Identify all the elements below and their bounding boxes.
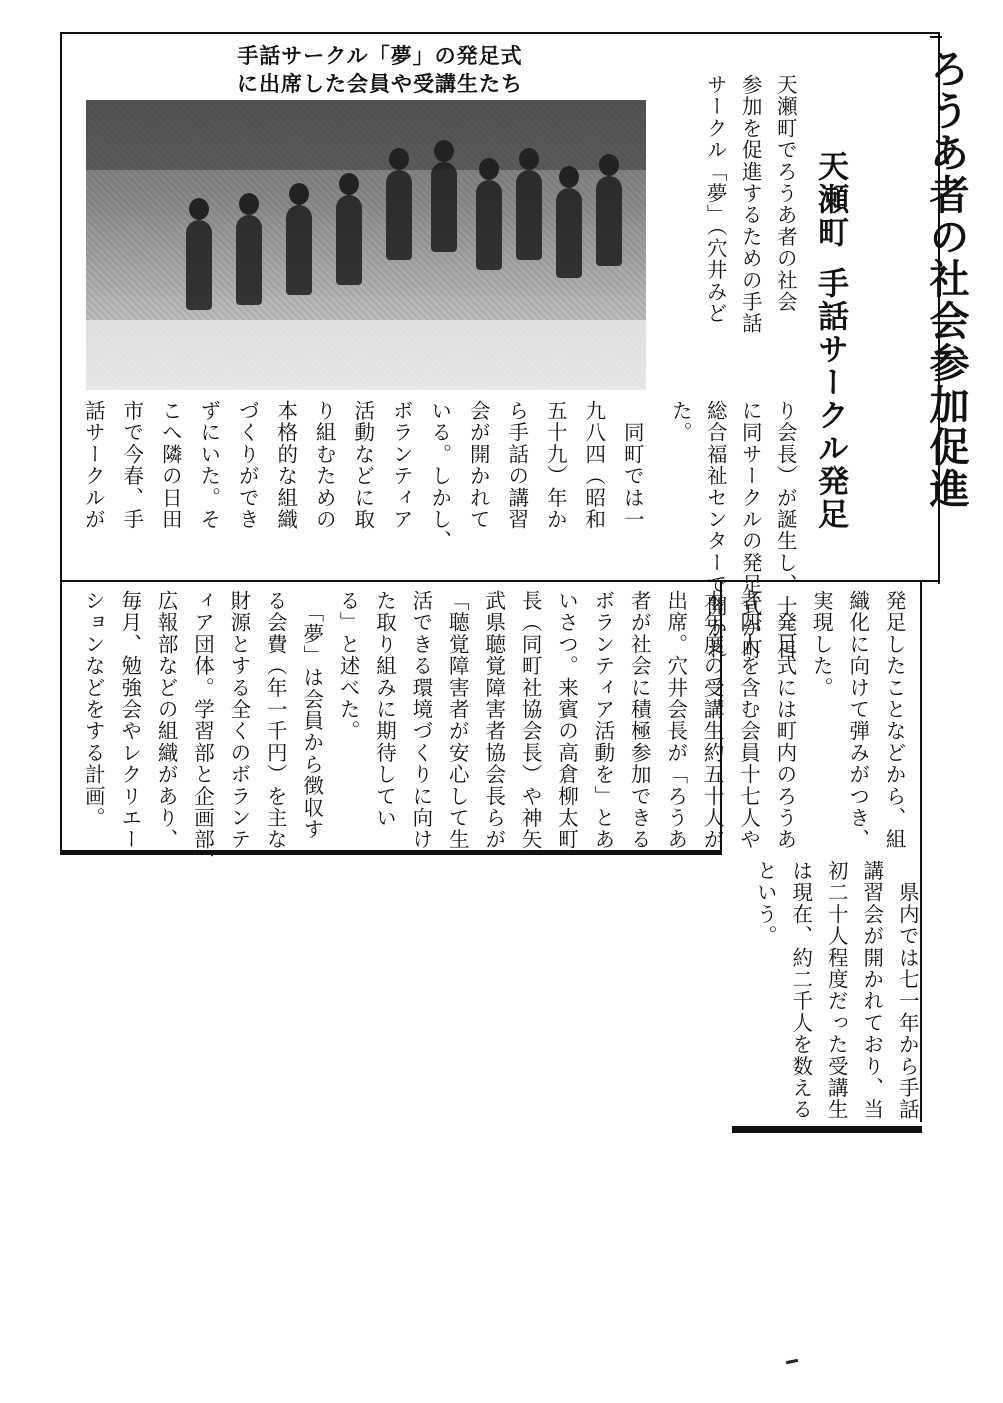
lower-col-15: 同町では一 — [620, 400, 645, 531]
upper-col-2: 参加を促進するための手話 — [738, 74, 763, 335]
lower-col-11: 会が開かれて — [466, 400, 491, 531]
lower-col-13: 五十九）年か — [543, 400, 568, 531]
lower-col-8: 活動などに取 — [350, 400, 375, 531]
subhead — [808, 150, 853, 531]
lower-col-24: た取り組みに期待してい — [372, 590, 397, 829]
bottom-rule — [60, 850, 722, 855]
right-col-5: 県内では七一年から手話 — [895, 860, 920, 1121]
lower-col-6: 本格的な組織 — [273, 400, 298, 531]
top-rule — [60, 32, 940, 34]
lower-col-10: いる。しかし、 — [427, 400, 452, 552]
lower-col-20: 財源とする全くのボランテ — [226, 590, 251, 851]
right-col-2: は現在、約二千人を数える — [788, 860, 813, 1121]
lower-col-22: 「夢」は会員から徴収す — [299, 590, 324, 841]
lower-col-18: 広報部などの組織があり、 — [154, 590, 179, 851]
upper-col-1: 天瀬町でろうあ者の社会 — [773, 74, 798, 313]
left-rule — [60, 32, 62, 854]
lower-col-2: 市で今春、手 — [119, 400, 144, 531]
upper-col-5: に同サークルの発足式が町 — [738, 400, 763, 661]
upper-col-3: サークル「夢」（穴井みど — [703, 74, 728, 325]
lower-col-5: づくりができ — [235, 400, 260, 531]
photo-caption-line-1: 手話サークル「夢」の発足式 — [237, 44, 523, 68]
lower-col-31: 者が社会に積極参加できる — [627, 590, 652, 851]
lower-col-35: 発足式には町内のろうあ — [772, 590, 797, 851]
lower-col-38: 発足したことなどから、組 — [882, 590, 907, 851]
headline: ろうあ者の社会参加促進 — [923, 48, 969, 510]
upper-col-4: り会長）が誕生し、十三日 — [773, 400, 798, 661]
corner-mark — [930, 36, 942, 38]
lower-col-27: 武県聴覚障害者協会長らが — [481, 590, 506, 851]
mid-rule — [60, 580, 940, 582]
lower-col-36: 実現した。 — [809, 590, 834, 699]
photo-caption — [150, 42, 610, 98]
lower-col-32: 出席。穴井会長が「ろうあ — [663, 590, 688, 851]
right-block-bottom — [732, 1126, 922, 1133]
subhead-place: 天瀬町 — [812, 150, 848, 249]
lower-col-37: 織化に向けて弾みがつき、 — [845, 590, 870, 851]
upper-col-7: た。 — [668, 400, 693, 444]
lower-col-34: 者四人を含む会員十七人や — [736, 590, 761, 851]
lower-col-4: ずにいた。そ — [196, 400, 221, 531]
event-photo — [86, 100, 646, 390]
lower-col-7: り組むための — [312, 400, 337, 531]
right-col-3: 初二十人程度だった受講生 — [824, 860, 849, 1121]
lower-col-12: ら手話の講習 — [504, 400, 529, 531]
lower-col-26: 「聴覚障害者が安心して生 — [445, 590, 470, 851]
lower-col-9: ボランティア — [389, 400, 414, 531]
lower-col-33: 本年度の受講生約五十人が — [700, 590, 725, 851]
lower-col-16: ションなどをする計画。 — [81, 590, 106, 829]
lower-col-30: ボランティア活動を」とあ — [590, 590, 615, 851]
subhead-title: 手話サークル発足 — [812, 267, 848, 531]
lower-col-23: る」と述べた。 — [336, 590, 361, 742]
lower-col-25: 活できる環境づくりに向け — [408, 590, 433, 851]
lower-col-21: る会費（年一千円）を主な — [263, 590, 288, 851]
lower-col-29: いさつ。来賓の高倉柳太町 — [554, 590, 579, 851]
photo-caption-line-2: に出席した会員や受講生たち — [237, 72, 523, 96]
lower-col-14: 九八四（昭和 — [581, 400, 606, 531]
upper-col-6: 総合福祉センターで開かれ — [703, 400, 728, 661]
lower-col-3: こへ隣の日田 — [158, 400, 183, 531]
lower-col-1: 話サークルが — [81, 400, 106, 531]
lower-col-19: ィア団体。学習部と企画部、 — [190, 590, 215, 873]
right-col-1: という。 — [753, 860, 778, 947]
scan-mark — [786, 1359, 798, 1364]
lower-col-17: 毎月、勉強会やレクリエー — [117, 590, 142, 851]
lower-col-28: 長（同町社協会長）や神矢 — [518, 590, 543, 851]
right-col-4: 講習会が開かれており、当 — [859, 860, 884, 1121]
